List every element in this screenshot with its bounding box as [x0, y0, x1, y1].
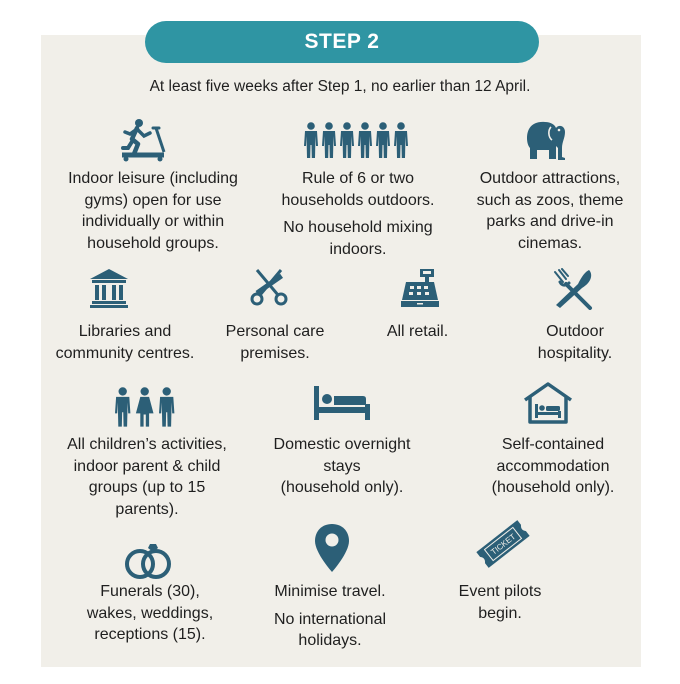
- caption-event-pilots: Event pilots begin.: [458, 583, 542, 622]
- caption-minimise-travel: Minimise travel. No international holidays.: [273, 583, 387, 649]
- rings-icon: [123, 542, 173, 580]
- elephant-icon: [521, 118, 569, 160]
- caption-domestic-overnight: Domestic overnight stays (household only).: [273, 436, 411, 496]
- step-banner: [145, 21, 539, 63]
- cash-register-icon: [400, 268, 440, 308]
- scissors-comb-icon: [248, 266, 290, 308]
- fork-knife-icon: [552, 268, 594, 310]
- caption-childrens-activities: All children’s activities, indoor parent & child groups (up to 15 parents).: [67, 436, 227, 518]
- map-pin-icon: [314, 523, 350, 573]
- caption-funerals: Funerals (30), wakes, weddings, receptions (15).: [86, 583, 214, 643]
- house-bed-icon: [523, 382, 573, 424]
- page-title: STEP 2: [304, 30, 380, 53]
- caption-outdoor-hospitality: Outdoor hospitality.: [537, 323, 613, 362]
- family-icon: [115, 387, 179, 427]
- caption-rule-of-six: Rule of 6 or two households outdoors. No household mixing indoors.: [281, 170, 435, 258]
- caption-libraries: Libraries and community centres.: [55, 323, 195, 362]
- treadmill-icon: [120, 118, 166, 162]
- subtitle: At least five weeks after Step 1, no earlier than 12 April.: [149, 78, 531, 95]
- caption-indoor-leisure: Indoor leisure (including gyms) open for use individually or within household groups.: [68, 170, 238, 252]
- caption-outdoor-attractions: Outdoor attractions, such as zoos, theme parks and drive-in cinemas.: [476, 170, 624, 252]
- ticket-label: TICKET: [489, 532, 518, 557]
- caption-self-contained: Self-contained accommodation (household only).: [491, 436, 615, 496]
- caption-personal-care: Personal care premises.: [225, 323, 325, 362]
- ticket-icon: [473, 516, 533, 572]
- bed-icon: [314, 386, 370, 420]
- caption-all-retail: All retail.: [386, 323, 449, 340]
- library-icon: [89, 268, 129, 308]
- six-people-icon: [303, 122, 413, 158]
